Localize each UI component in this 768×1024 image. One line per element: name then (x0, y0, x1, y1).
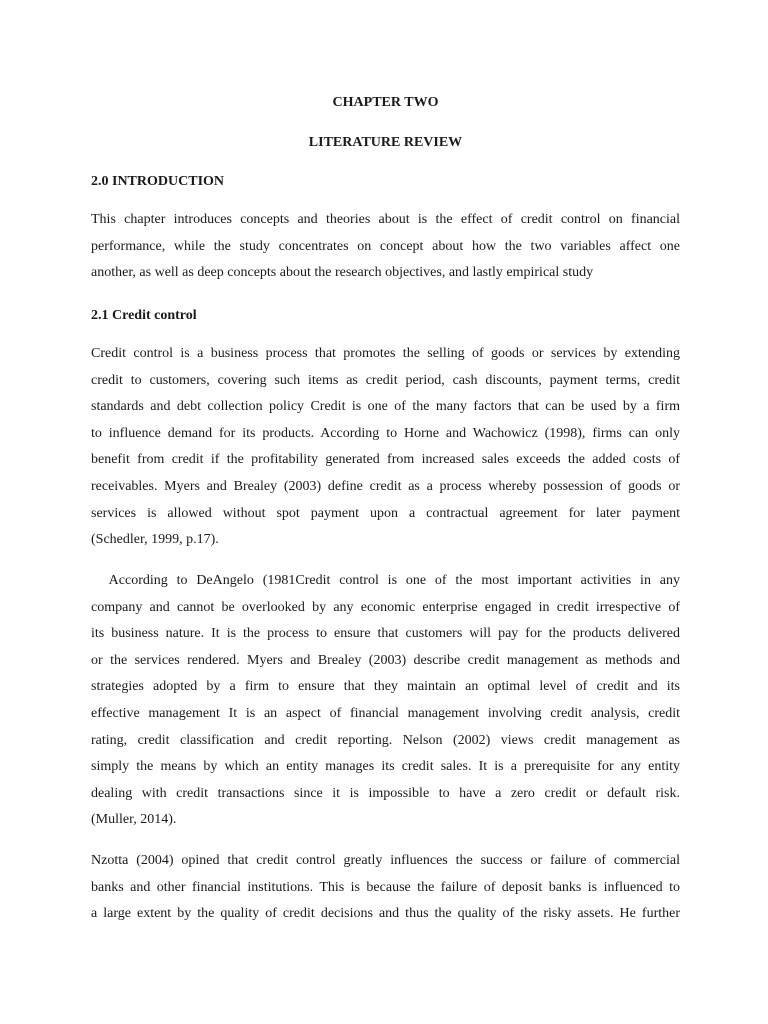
text-line: strategies adopted by a firm to ensure that they maintain an optimal level of credit and its (91, 679, 680, 695)
text-line: another, as well as deep concepts about the research objectives, and lastly empirical study (91, 265, 594, 281)
paragraph-credit-control-3 (91, 848, 680, 928)
chapter-title: CHAPTER TWO (332, 95, 439, 110)
chapter-subtitle: LITERATURE REVIEW (308, 135, 463, 150)
text-line: (Muller, 2014). (91, 812, 177, 828)
text-line: or the services rendered. Myers and Brealey (2003) describe credit management as methods and (91, 652, 680, 668)
text-line: receivables. Myers and Brealey (2003) define credit as a process whereby possession of goods or (91, 478, 680, 494)
text-line: (Schedler, 1999, p.17). (91, 532, 219, 548)
text-line: Nzotta (2004) opined that credit control greatly influences the success or failure of commercial (91, 853, 680, 868)
text-line: a large extent by the quality of credit decisions and thus the quality of the risky assets. He further (91, 906, 680, 922)
section-heading-introduction: 2.0 INTRODUCTION (91, 174, 225, 189)
paragraph-credit-control-1 (91, 341, 680, 554)
text-line: services is allowed without spot payment upon a contractual agreement for later payment (91, 505, 680, 521)
text-line: performance, while the study concentrates on concept about how the two variables affect one (91, 238, 680, 254)
text-line: banks and other financial institutions. This is because the failure of deposit banks is influenced to (91, 879, 680, 895)
text-line: credit to customers, covering such items as credit period, cash discounts, payment terms, credit (91, 372, 680, 388)
text-line: company and cannot be overlooked by any economic enterprise engaged in credit irrespective of (91, 599, 680, 615)
section-heading-credit-control: 2.1 Credit control (91, 308, 197, 323)
text-line: Credit control is a business process that promotes the selling of goods or services by extending (91, 346, 680, 361)
text-line: simply the means by which an entity manages its credit sales. It is a prerequisite for any entity (91, 759, 680, 775)
paragraph-credit-control-2 (91, 568, 680, 834)
text-line: effective management It is an aspect of financial management involving credit analysis, credit (91, 705, 680, 721)
text-line: standards and debt collection policy Credit is one of the many factors that can be used by a firm (91, 399, 680, 415)
text-line: to influence demand for its products. According to Horne and Wachowicz (1998), firms can only (91, 425, 680, 441)
text-line: This chapter introduces concepts and theories about is the effect of credit control on financial (91, 212, 680, 227)
text-line: its business nature. It is the process to ensure that customers will pay for the products delivered (91, 626, 680, 642)
text-line: benefit from credit if the profitability generated from increased sales exceeds the added costs of (91, 452, 680, 468)
paragraph-introduction (91, 207, 680, 287)
text-line: dealing with credit transactions since it is impossible to have a zero credit or default risk. (91, 785, 680, 801)
text-line: According to DeAngelo (1981Credit control is one of the most important activities in any (91, 573, 680, 588)
text-line: rating, credit classification and credit reporting. Nelson (2002) views credit management as (91, 732, 680, 748)
